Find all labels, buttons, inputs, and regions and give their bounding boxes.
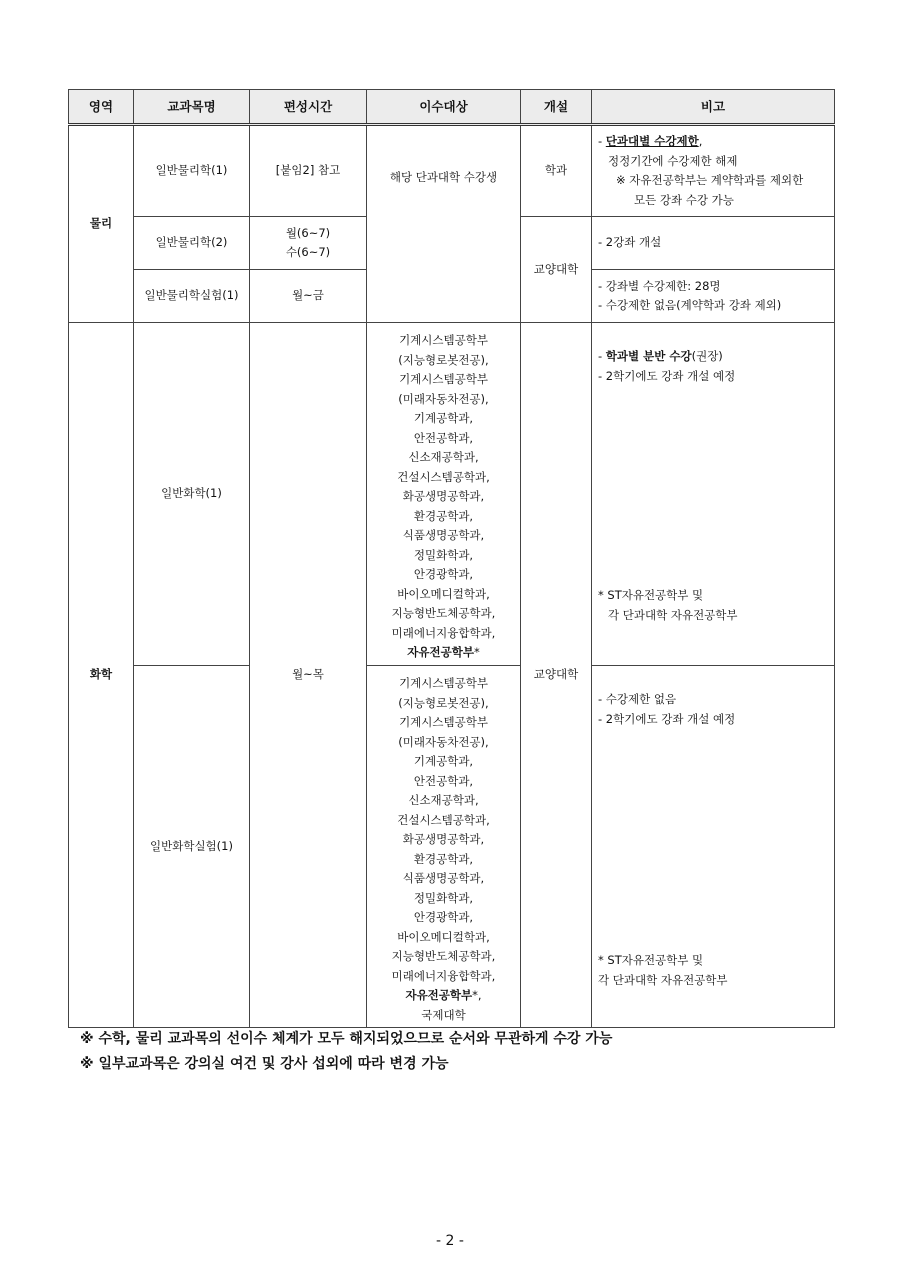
target-line: 미래에너지융합학과, [391, 625, 496, 640]
target-students: 해당 단과대학 수강생 [367, 125, 521, 323]
target-line: 기계공학과, [413, 411, 474, 425]
target-line: 기계시스템공학부 [399, 715, 488, 729]
course-name: 일반화학(1) [134, 323, 250, 666]
target-line: 환경공학과, [413, 508, 474, 523]
time-line: 수(6~7) [285, 245, 331, 259]
schedule-time: 월~금 [250, 270, 367, 323]
open-dept: 교양대학 [521, 323, 592, 1028]
target-line: 화공생명공학과, [402, 489, 485, 503]
target-students [367, 666, 521, 1028]
note-emphasis: 단과대별 수강제한 [605, 134, 699, 148]
target-line: 국제대학 [421, 1007, 466, 1022]
target-bold: 자유전공학부 [407, 645, 474, 659]
note-line: 모든 강좌 수강 가능 [634, 192, 734, 207]
target-line: 안경광학과, [413, 910, 474, 924]
target-line: 안전공학과, [413, 430, 474, 445]
note-spacer [598, 729, 826, 951]
footnote-prerequisite: ※ 수학, 물리 교과목의 선이수 체계가 모두 해지되었으므로 순서와 무관하게 수강 가능 [80, 1031, 613, 1047]
note-comma: , [698, 134, 703, 148]
note-dash: - [598, 134, 606, 148]
target-suffix: * [473, 645, 480, 659]
target-line: 신소재공학과, [408, 450, 479, 464]
area-chemistry: 화학 [69, 323, 134, 1028]
note-spacer [598, 386, 826, 586]
note-dash: - [598, 349, 606, 363]
target-line: 기계시스템공학부 [399, 333, 488, 347]
note-line: * ST자유전공학부 및 [598, 953, 704, 967]
target-line: (미래자동차전공), [398, 734, 489, 749]
target-line: 안경광학과, [413, 567, 474, 581]
course-name: 일반물리학(2) [134, 217, 250, 270]
table-header-row [69, 90, 835, 125]
target-line: 기계공학과, [413, 754, 474, 768]
course-name: 일반물리학(1) [134, 125, 250, 217]
table-row [69, 323, 835, 666]
note-suffix: (권장) [691, 349, 723, 363]
footnote-change: ※ 일부교과목은 강의실 여건 및 강사 섭외에 따라 변경 가능 [80, 1056, 449, 1072]
note-line: ※ 자유전공학부는 계약학과를 제외한 [616, 173, 804, 187]
target-line: 바이오메디컬학과, [397, 586, 490, 601]
header-area: 영역 [69, 90, 134, 125]
note-line: - 수강제한 없음 [598, 692, 677, 706]
target-line: 식품생명공학과, [402, 528, 485, 542]
header-open: 개설 [521, 90, 592, 125]
target-line: 건설시스템공학과, [397, 469, 490, 484]
page-number: - 2 - [436, 1233, 464, 1249]
note-line: - 2학기에도 강좌 개설 예정 [598, 368, 736, 383]
course-name: 일반물리학실험(1) [134, 270, 250, 323]
target-line: 미래에너지융합학과, [391, 968, 496, 983]
target-line: 바이오메디컬학과, [397, 929, 490, 944]
target-line: 지능형반도체공학과, [391, 949, 496, 963]
target-line: (지능형로봇전공), [398, 352, 489, 367]
course-name: 일반화학실험(1) [134, 666, 250, 1028]
note-cell [592, 125, 835, 217]
table-row [69, 666, 835, 1028]
note-line: - 2학기에도 강좌 개설 예정 [598, 711, 736, 726]
header-target: 이수대상 [367, 90, 521, 125]
target-line [367, 986, 520, 1006]
target-line: 신소재공학과, [408, 793, 479, 807]
schedule-time: 월~목 [250, 323, 367, 1028]
time-line: 월(6~7) [285, 225, 331, 240]
target-bold: 자유전공학부 [405, 988, 473, 1002]
header-time: 편성시간 [250, 90, 367, 125]
note-cell [592, 270, 835, 323]
target-line: 안전공학과, [413, 773, 474, 788]
target-line: 정밀화학과, [413, 547, 474, 562]
target-line [367, 643, 520, 663]
note-line: * ST자유전공학부 및 [598, 588, 704, 602]
target-line: 건설시스템공학과, [397, 812, 490, 827]
schedule-time: [붙임2] 참고 [250, 125, 367, 217]
note-cell [592, 323, 835, 666]
area-physics: 물리 [69, 125, 134, 323]
target-line: 환경공학과, [413, 851, 474, 866]
course-table [68, 89, 835, 1028]
target-line: 지능형반도체공학과, [391, 606, 496, 620]
target-line: (지능형로봇전공), [398, 695, 489, 710]
target-line: 식품생명공학과, [402, 871, 485, 885]
schedule-time [250, 217, 367, 270]
open-dept: 교양대학 [521, 217, 592, 323]
header-course: 교과목명 [134, 90, 250, 125]
target-line: 정밀화학과, [413, 890, 474, 905]
target-suffix: *, [472, 988, 482, 1002]
target-line: 화공생명공학과, [402, 832, 485, 846]
note-emphasis: 학과별 분반 수강 [605, 349, 692, 363]
note-line: - 강좌별 수강제한: 28명 [598, 278, 721, 293]
note-line: 각 단과대학 자유전공학부 [598, 972, 728, 987]
target-line: 기계시스템공학부 [399, 372, 488, 386]
note-line: 각 단과대학 자유전공학부 [608, 607, 738, 622]
note-line: 정정기간에 수강제한 해제 [608, 153, 738, 168]
open-dept: 학과 [521, 125, 592, 217]
target-line: 기계시스템공학부 [399, 676, 488, 690]
note-cell: - 2강좌 개설 [592, 217, 835, 270]
header-note: 비고 [592, 90, 835, 125]
note-line: - 수강제한 없음(계약학과 강좌 제외) [598, 298, 782, 312]
table-row [69, 125, 835, 217]
note-cell [592, 666, 835, 1028]
target-line: (미래자동차전공), [398, 391, 489, 406]
target-students [367, 323, 521, 666]
